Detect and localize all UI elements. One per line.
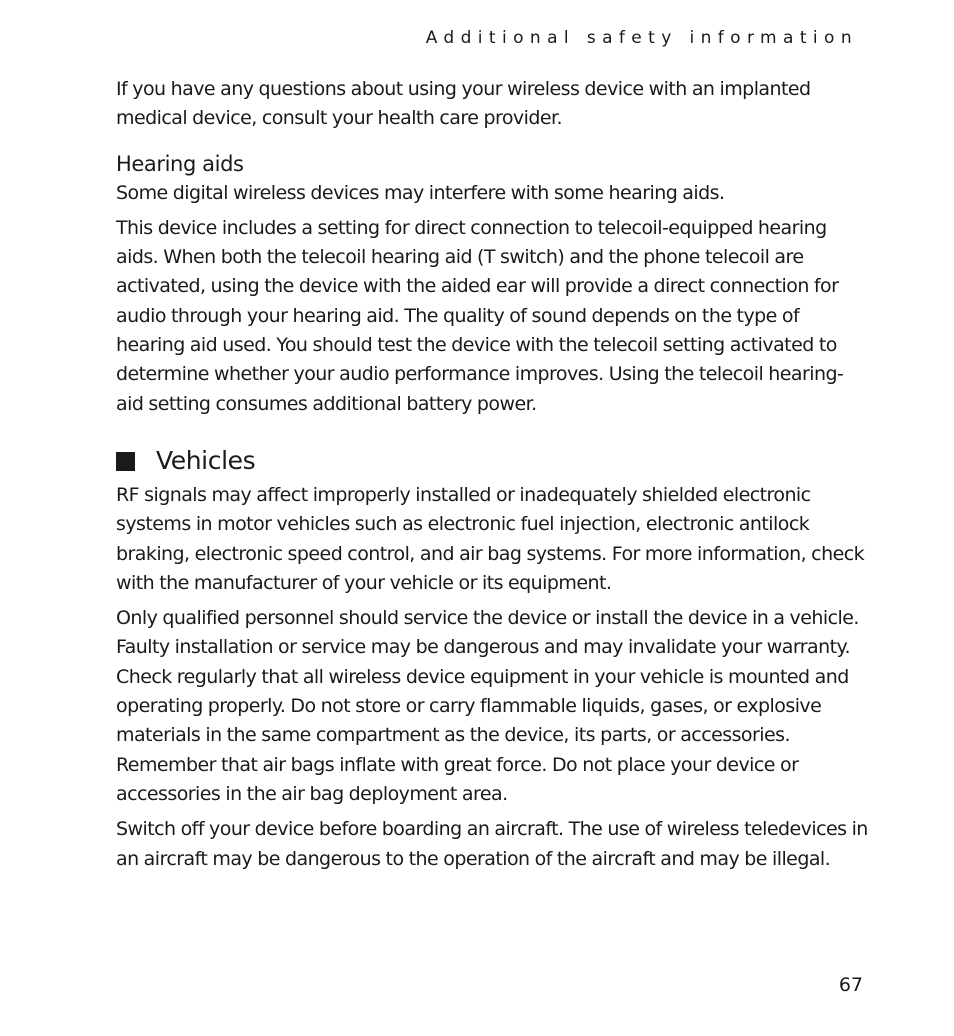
vehicles-paragraph-1: RF signals may affect improperly installed or inadequately shielded electronic systems in motor vehicles such as electronic fuel injection, electronic antilock braking, electronic speed control, and air bag systems. For more information, check with the manufacturer of your vehicle or its equipment. xyxy=(116,483,865,594)
vehicles-paragraph-3: Switch off your device before boarding an aircraft. The use of wireless teledevices in an aircraft may be dangerous to the operation of the aircraft and may be illegal. xyxy=(116,818,868,870)
vehicles-section xyxy=(116,443,868,874)
section-bullet-square-icon xyxy=(116,452,135,471)
hearing-aids-paragraph-2: This device includes a setting for direct connection to telecoil-equipped hearing aids. When both the telecoil hearing aid (T switch) and the phone telecoil are activated, using the device with the aided ear will provide a direct connection for audio through your hearing aid. The quality of sound depends on the type of hearing aid used. You should test the device with the telecoil setting activated to determine whether your audio performance improves. Using the telecoil hearing-aid setting consumes additional battery power. xyxy=(116,216,844,415)
page-number: 67 xyxy=(838,974,863,996)
hearing-aids-section xyxy=(116,149,868,419)
vehicles-paragraph-2: Only qualified personnel should service the device or install the device in a vehicle. Faulty installation or service may be dangerous and may invalidate your warranty. Check regularly that all wireless device equipment in your vehicle is mounted and operating properly. Do not store or carry flammable liquids, gases, or explosive materials in the same compartment as the device, its parts, or accessories. Remember that air bags inflate with great force. Do not place your device or accessories in the air bag deployment area. xyxy=(116,607,859,805)
vehicles-heading: Vehicles xyxy=(156,445,256,475)
running-header: Additional safety information xyxy=(425,28,858,48)
hearing-aids-heading: Hearing aids xyxy=(116,151,244,176)
hearing-aids-paragraph-1: Some digital wireless devices may interfere with some hearing aids. xyxy=(116,181,725,204)
vehicles-heading-row xyxy=(116,443,868,479)
page-content xyxy=(116,75,868,874)
intro-paragraph: If you have any questions about using your wireless device with an implanted medical device, consult your health care provider. xyxy=(116,78,811,130)
